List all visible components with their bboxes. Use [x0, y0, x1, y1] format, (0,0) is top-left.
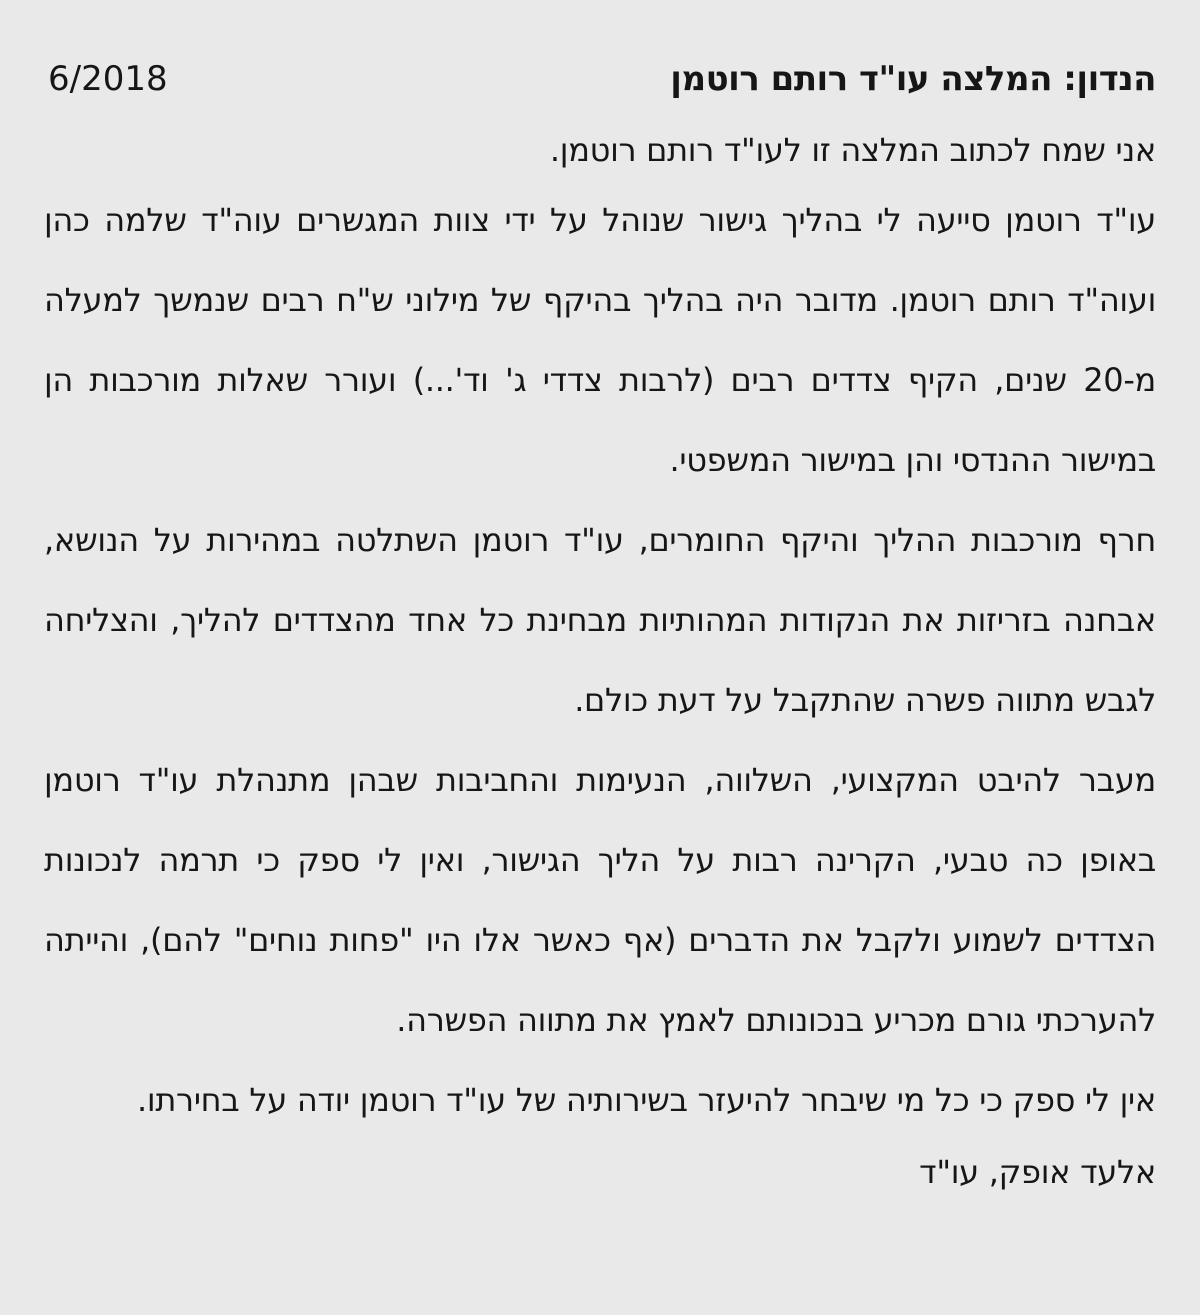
body-paragraph-2: חרף מורכבות ההליך והיקף החומרים, עו"ד רוטמן השתלטה במהירות על הנושא, אבחנה בזריזות את הנקודות המהותיות מבחינת כל אחד מהצדדים להליך, והצליחה לגבש מתווה פשרה שהתקבל על דעת כולם.	[44, 521, 1156, 719]
opening-paragraph: אני שמח לכתוב המלצה זו לעו"ד רותם רוטמן.	[549, 131, 1156, 169]
letter-subject: הנדון: המלצה עו"ד רותם רוטמן	[670, 59, 1156, 99]
body-paragraph-1: עו"ד רוטמן סייעה לי בהליך גישור שנוהל על ידי צוות המגשרים עוה"ד שלמה כהן ועוה"ד רותם רוטמן. מדובר היה בהליך בהיקף של מילוני ש"ח רבים שנמשך למעלה מ-20 שנים, הקיף צדדים רבים (לרבות צדדי ג' וד'...) ועורר שאלות מורכבות הן במישור ההנדסי והן במישור המשפטי.	[44, 201, 1156, 479]
body-paragraph-3: מעבר להיבט המקצועי, השלווה, הנעימות והחביבות שבהן מתנהלת עו"ד רוטמן באופן כה טבעי, הקרינה רבות על הליך הגישור, ואין לי ספק כי תרמה לנכונות הצדדים לשמוע ולקבל את הדברים (אף כאשר אלו היו "פחות נוחים" להם), והייתה להערכתי גורם מכריע בנכונותם לאמץ את מתווה הפשרה.	[44, 761, 1156, 1039]
signature: אלעד אופק, עו"ד	[919, 1153, 1156, 1191]
letter-date: 6/2018	[48, 59, 168, 99]
body-paragraph-4: אין לי ספק כי כל מי שיבחר להיעזר בשירותיה של עו"ד רוטמן יודה על בחירתו.	[137, 1081, 1156, 1119]
letter-header	[44, 48, 1156, 110]
letter-body	[44, 120, 1156, 1202]
